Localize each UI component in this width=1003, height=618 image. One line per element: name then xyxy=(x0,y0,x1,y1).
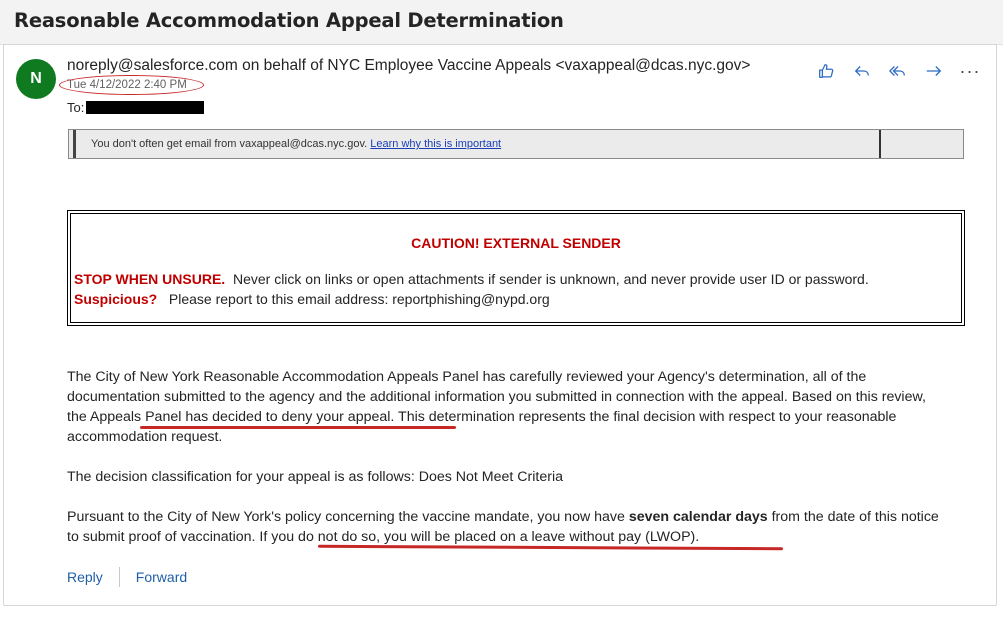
sender-avatar[interactable]: N xyxy=(16,59,56,99)
redacted-recipient xyxy=(86,101,204,114)
caution-suspicious-line xyxy=(74,291,550,307)
reply-icon xyxy=(853,62,871,80)
body-paragraph-2: The decision classification for your appeal is as follows: Does Not Meet Criteria xyxy=(67,469,563,485)
recipient-line xyxy=(67,100,204,115)
reply-button[interactable] xyxy=(844,58,880,84)
stop-label: STOP WHEN UNSURE. xyxy=(74,271,226,287)
caution-box xyxy=(67,210,965,326)
body-paragraph-3 xyxy=(67,507,947,547)
date-annotation-circle xyxy=(59,75,204,95)
notice-text xyxy=(91,138,501,150)
forward-button[interactable] xyxy=(916,58,952,84)
like-button[interactable] xyxy=(808,58,844,84)
message-actions xyxy=(808,58,988,84)
body-paragraph-1: The City of New York Reasonable Accommodation Appeals Panel has carefully reviewed your Agency's determination, all of the documentation submitted to the agency and the additional information you submitted in connection with the appeal. Based on this review, the Appeals Panel has decided to deny your appeal. This determination represents the final decision with respect to your reasonable accommodation request. xyxy=(67,369,926,445)
p3-start: Pursuant to the City of New York's policy concerning the vaccine mandate, you now have xyxy=(67,509,629,525)
caution-title: CAUTION! EXTERNAL SENDER xyxy=(411,235,621,251)
reply-link[interactable]: Reply xyxy=(67,569,103,585)
forward-link[interactable]: Forward xyxy=(135,569,188,585)
sent-date: Tue 4/12/2022 2:40 PM xyxy=(67,79,187,91)
notice-message: You don't often get email from vaxappeal@dcas.nyc.gov. xyxy=(91,138,368,150)
annotation-underline-deny xyxy=(140,426,456,429)
caution-inner xyxy=(70,213,962,323)
suspicious-text: Please report to this email address: reportphishing@nypd.org xyxy=(168,291,550,307)
reply-all-button[interactable] xyxy=(880,58,916,84)
external-notice-banner xyxy=(68,129,964,159)
sender-from[interactable]: noreply@salesforce.com on behalf of NYC Employee Vaccine Appeals <vaxappeal@dcas.nyc.gov> xyxy=(67,57,751,74)
footer-actions xyxy=(67,567,187,587)
subject-bar xyxy=(0,0,1003,45)
suspicious-label: Suspicious? xyxy=(74,291,158,307)
learn-why-link[interactable]: Learn why this is important xyxy=(370,138,502,150)
email-subject: Reasonable Accommodation Appeal Determination xyxy=(14,9,564,32)
p3-end: from the date of this notice to submit proof of vaccination. If you do not do so, you will be placed on a leave without pay (LWOP). xyxy=(67,509,939,545)
notice-left-bar xyxy=(73,130,76,158)
footer-separator xyxy=(119,567,120,587)
reply-all-icon xyxy=(889,62,907,80)
caution-stop-line xyxy=(74,271,869,287)
stop-text: Never click on links or open attachments if sender is unknown, and never provide user ID or password. xyxy=(232,271,869,287)
more-actions-button[interactable]: ··· xyxy=(959,61,981,81)
to-label: To: xyxy=(67,100,85,115)
notice-right-bar xyxy=(879,130,881,158)
like-icon xyxy=(817,62,835,80)
forward-icon xyxy=(925,62,943,80)
p3-bold: seven calendar days xyxy=(628,509,768,525)
